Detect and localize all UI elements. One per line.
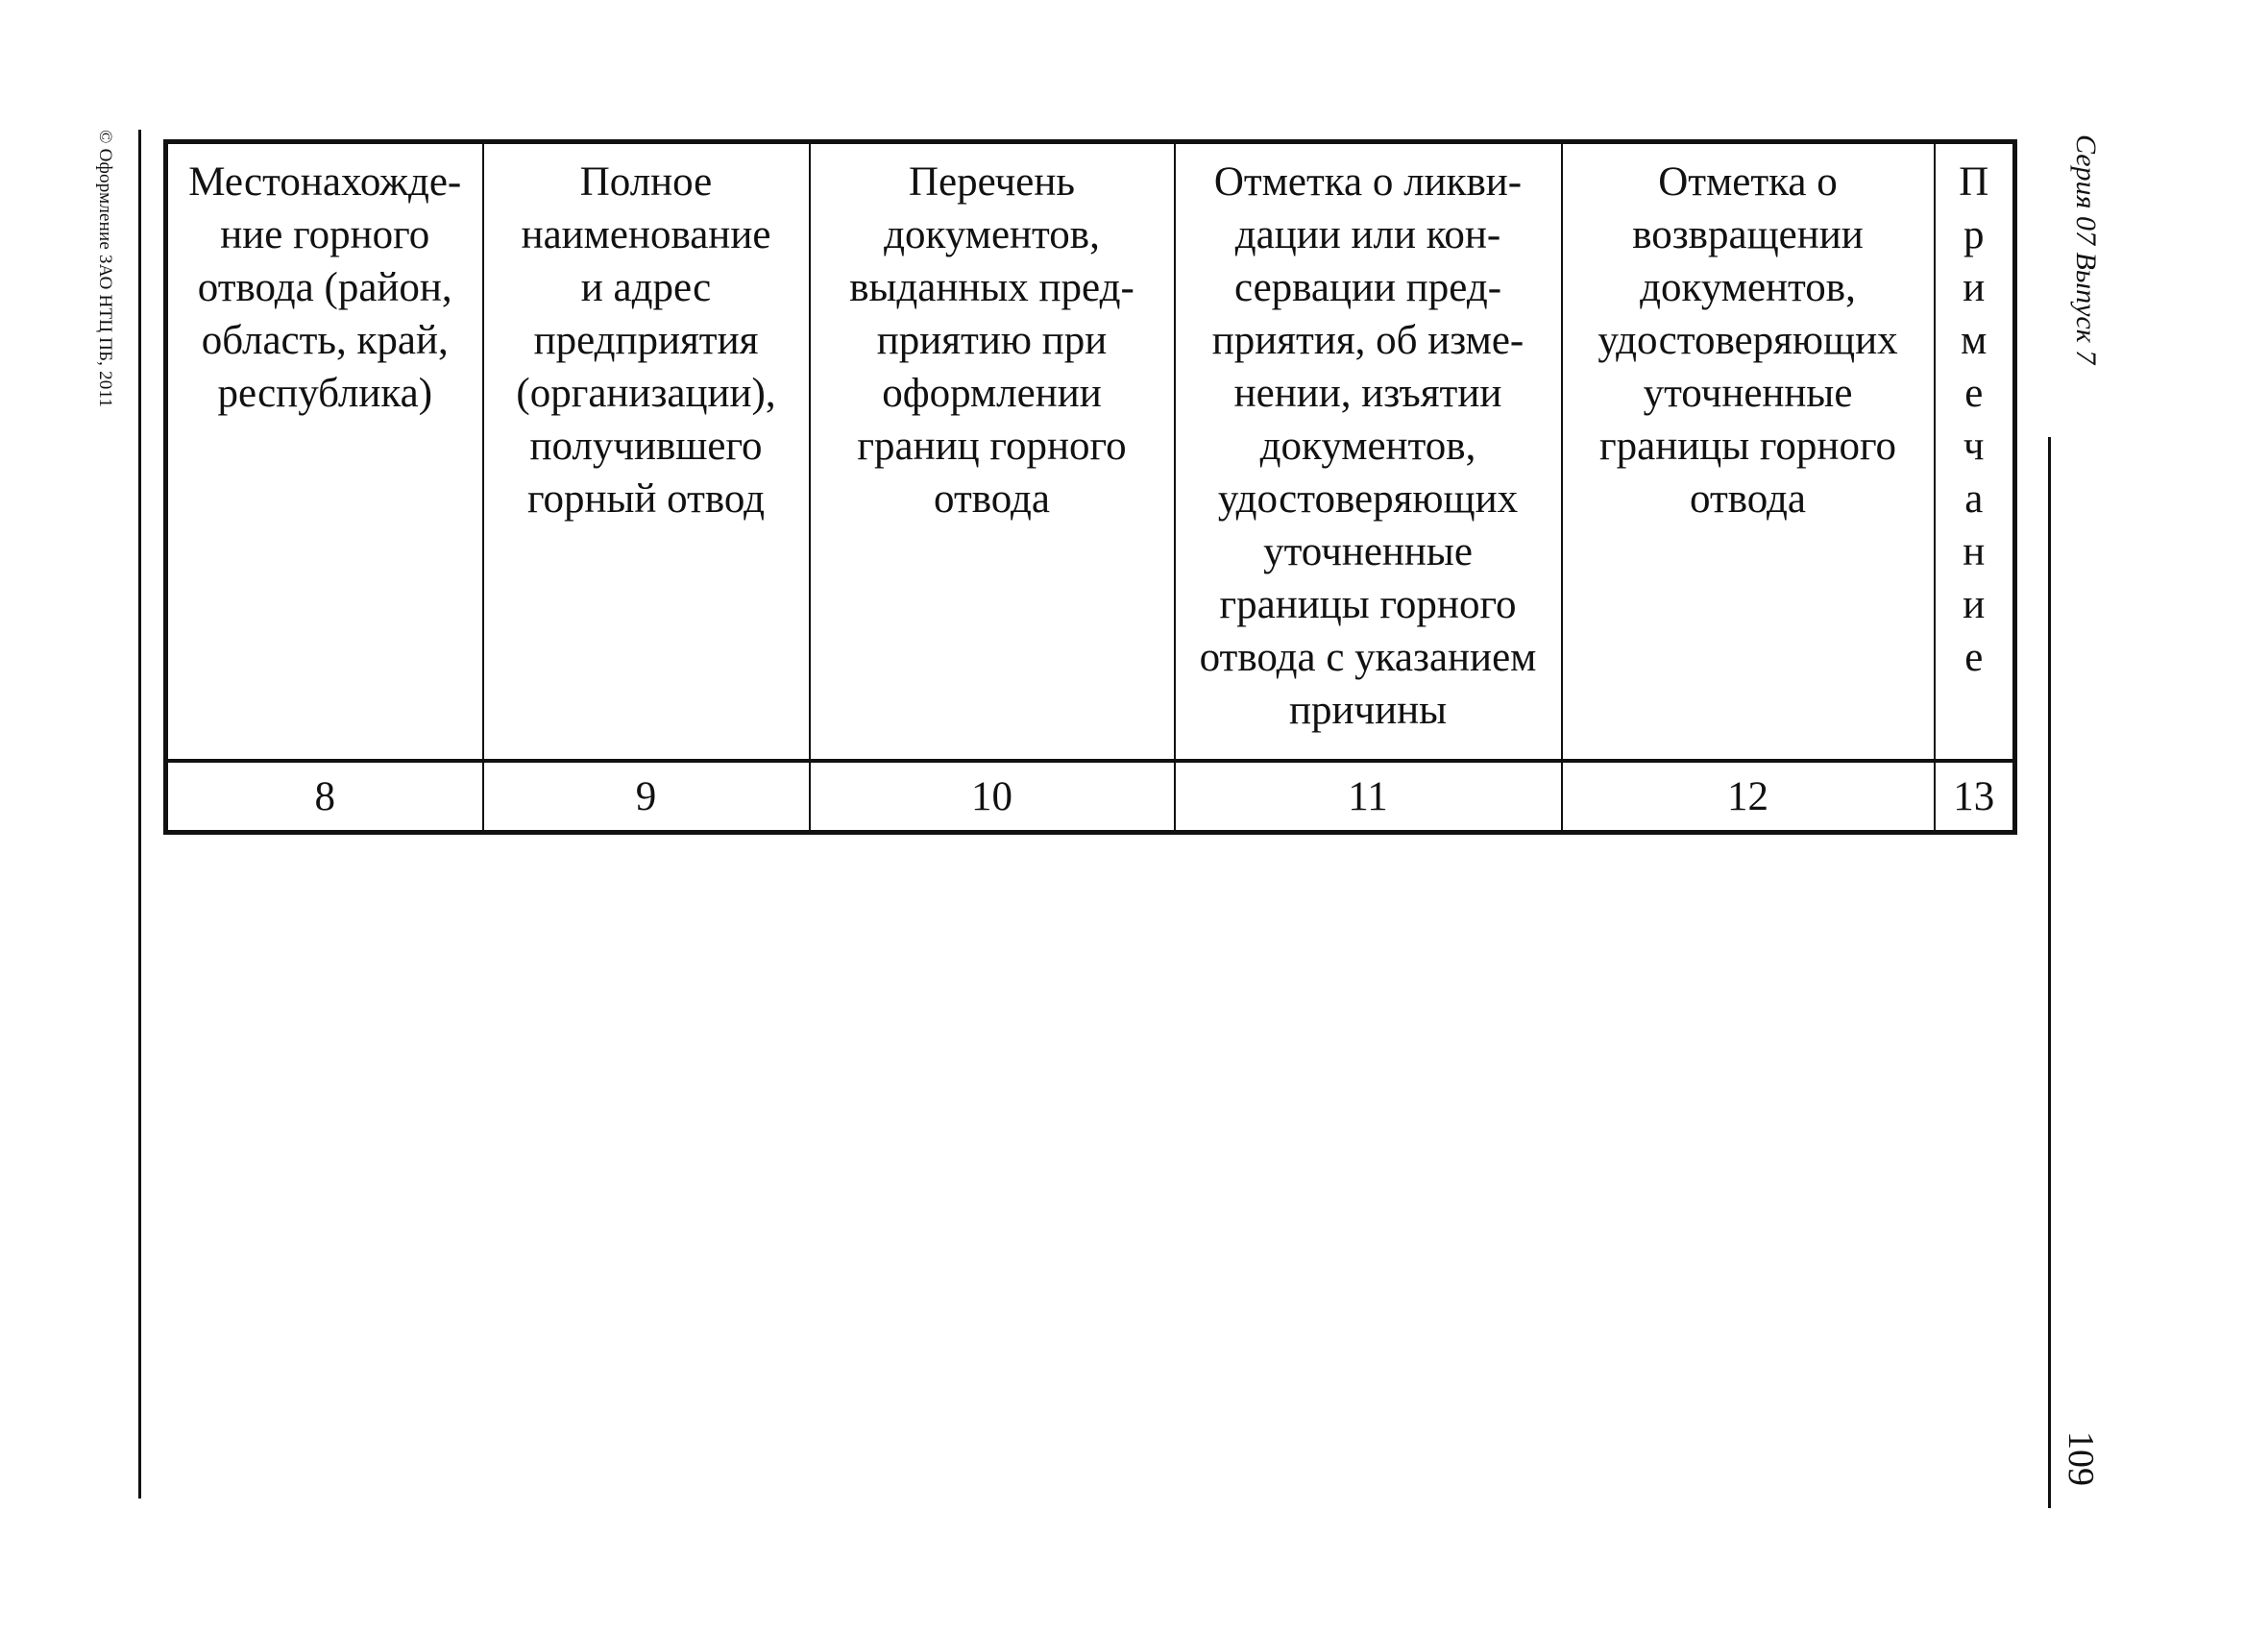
column-number: 8 [166,761,483,833]
column-number: 9 [483,761,810,833]
left-margin-rule [138,130,141,1499]
header-cell-liquidation-note: Отметка о ликви- дации или кон- сервации пред- приятия, об изме- нении, изъятии документов, удостоверяющих уточненные границы горного отвода с указанием причины [1175,142,1562,762]
header-cell-location: Местонахожде- ние горного отвода (район, область, край, республика) [166,142,483,762]
table-number-row [166,761,2015,833]
header-cell-return-note: Отметка о возвращении документов, удостоверяющих уточненные границы горного отвода [1562,142,1935,762]
series-label: Серия 07 Выпуск 7 [2070,134,2102,365]
column-number: 11 [1175,761,1562,833]
right-margin-rule [2048,437,2051,1508]
page-number: 109 [2061,1431,2101,1486]
header-cell-enterprise: Полное наименование и адрес предприятия (организации), получившего горный отвод [483,142,810,762]
copyright-note: © Оформление ЗАО НТЦ ПБ, 2011 [95,130,115,408]
column-number: 12 [1562,761,1935,833]
header-cell-remarks: П р и м е ч а н и е [1935,142,2015,762]
table-header-row [166,142,2015,762]
register-table [163,139,2017,835]
header-cell-documents: Перечень документов, выданных пред- приятию при оформлении границ горного отвода [810,142,1175,762]
column-number: 13 [1935,761,2015,833]
column-number: 10 [810,761,1175,833]
